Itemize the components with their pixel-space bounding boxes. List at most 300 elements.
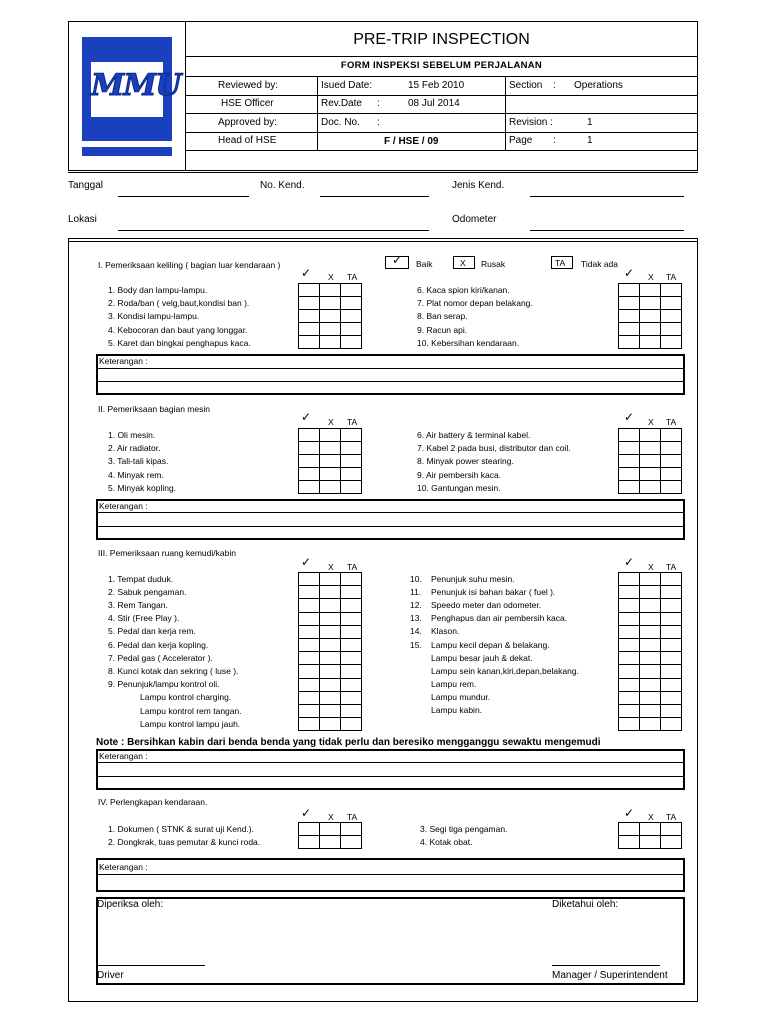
checkbox-grid[interactable] xyxy=(298,822,362,849)
check-cell[interactable] xyxy=(661,836,682,849)
col-ta: TA xyxy=(347,812,358,822)
check-cell[interactable] xyxy=(661,599,682,612)
check-cell[interactable] xyxy=(661,284,682,297)
check-cell[interactable] xyxy=(341,823,362,836)
issued-date-value: 15 Feb 2010 xyxy=(408,80,465,91)
check-cell[interactable] xyxy=(299,691,320,704)
colon: : xyxy=(553,135,556,146)
checklist-item: 2. Roda/ban ( velg,baut,kondisi ban ). xyxy=(108,298,250,309)
keterangan-rule xyxy=(96,776,685,777)
checklist-item: Speedo meter dan odometer. xyxy=(431,600,542,611)
checklist-subitem: Lampu kontrol rem tangan. xyxy=(140,705,242,716)
check-cell[interactable] xyxy=(661,336,682,349)
check-cell[interactable] xyxy=(320,823,341,836)
check-cell[interactable] xyxy=(619,718,640,731)
checklist-item: 3. Rem Tangan. xyxy=(108,600,168,611)
odometer-label: Odometer xyxy=(452,214,497,225)
check-cell[interactable] xyxy=(640,625,661,638)
check-cell[interactable] xyxy=(299,284,320,297)
check-cell[interactable] xyxy=(640,336,661,349)
check-cell[interactable] xyxy=(299,442,320,455)
check-cell[interactable] xyxy=(640,297,661,310)
check-cell[interactable] xyxy=(299,573,320,586)
check-cell[interactable] xyxy=(619,652,640,665)
check-cell[interactable] xyxy=(661,297,682,310)
checklist-item: 2. Dongkrak, tuas pemutar & kunci roda. xyxy=(108,837,261,848)
section1-title: I. Pemeriksaan keliling ( bagian luar kendaraan ) xyxy=(98,260,281,270)
check-cell[interactable] xyxy=(640,429,661,442)
body-double-rule xyxy=(68,241,698,242)
check-cell[interactable] xyxy=(640,468,661,481)
check-cell[interactable] xyxy=(619,573,640,586)
check-cell[interactable] xyxy=(299,599,320,612)
check-cell[interactable] xyxy=(640,678,661,691)
check-cell[interactable] xyxy=(299,468,320,481)
col-ta: TA xyxy=(666,812,677,822)
check-cell[interactable] xyxy=(661,665,682,678)
check-cell[interactable] xyxy=(661,455,682,468)
check-cell[interactable] xyxy=(619,612,640,625)
diperiksa-label: Diperiksa oleh: xyxy=(97,899,164,910)
check-cell[interactable] xyxy=(661,429,682,442)
check-cell[interactable] xyxy=(341,625,362,638)
approved-by-value: Head of HSE xyxy=(218,135,277,146)
col-check-icon: ✓ xyxy=(624,555,635,569)
check-cell[interactable] xyxy=(619,823,640,836)
check-cell[interactable] xyxy=(619,586,640,599)
keterangan-rule xyxy=(96,762,685,763)
checklist-item: 4. Kotak obat. xyxy=(420,837,473,848)
check-cell[interactable] xyxy=(299,665,320,678)
col-ta: TA xyxy=(666,417,677,427)
check-cell[interactable] xyxy=(640,442,661,455)
checklist-item: Lampu rem. xyxy=(431,678,477,689)
check-cell[interactable] xyxy=(341,336,362,349)
doc-no-value: F / HSE / 09 xyxy=(384,136,439,147)
check-cell[interactable] xyxy=(640,612,661,625)
col-x: X xyxy=(328,272,334,282)
keterangan-label: Keterangan : xyxy=(99,356,148,366)
lokasi-field[interactable] xyxy=(118,230,429,231)
col-x: X xyxy=(648,417,654,427)
check-cell[interactable] xyxy=(619,297,640,310)
check-cell[interactable] xyxy=(661,823,682,836)
checklist-item: Lampu sein kanan,kiri,depan,belakang. xyxy=(431,665,579,676)
check-cell[interactable] xyxy=(320,691,341,704)
checkbox-grid[interactable] xyxy=(618,283,682,349)
check-cell[interactable] xyxy=(619,284,640,297)
page-label: Page xyxy=(509,135,533,146)
check-cell[interactable] xyxy=(320,468,341,481)
check-cell[interactable] xyxy=(661,652,682,665)
check-cell[interactable] xyxy=(320,612,341,625)
header-rule xyxy=(185,56,698,57)
check-cell[interactable] xyxy=(661,586,682,599)
checklist-item: 4. Stir (Free Play ). xyxy=(108,613,180,624)
check-cell[interactable] xyxy=(320,836,341,849)
check-cell[interactable] xyxy=(320,310,341,323)
check-cell[interactable] xyxy=(640,310,661,323)
check-cell[interactable] xyxy=(661,625,682,638)
checklist-item: 7. Pedal gas ( Accelerator ). xyxy=(108,652,213,663)
check-cell[interactable] xyxy=(661,573,682,586)
check-cell[interactable] xyxy=(341,429,362,442)
col-ta: TA xyxy=(666,272,677,282)
checklist-item: 6. Kaca spion kiri/kanan. xyxy=(417,285,510,295)
company-logo xyxy=(82,37,181,156)
checkbox-grid[interactable] xyxy=(298,572,362,731)
check-cell[interactable] xyxy=(320,455,341,468)
checklist-number: 13. xyxy=(410,613,422,624)
checklist-item: 9. Penunjuk/lampu kontrol oli. xyxy=(108,678,220,689)
rev-date-label: Rev.Date xyxy=(321,98,362,109)
reviewed-by-label: Reviewed by: xyxy=(218,80,279,91)
check-cell[interactable] xyxy=(640,284,661,297)
check-cell[interactable] xyxy=(661,323,682,336)
col-ta: TA xyxy=(666,562,677,572)
check-cell[interactable] xyxy=(320,599,341,612)
check-cell[interactable] xyxy=(619,323,640,336)
checklist-item: 1. Oli mesin. xyxy=(108,430,156,440)
check-cell[interactable] xyxy=(299,718,320,731)
check-cell[interactable] xyxy=(619,468,640,481)
check-cell[interactable] xyxy=(341,586,362,599)
check-cell[interactable] xyxy=(619,678,640,691)
keterangan-box[interactable] xyxy=(96,858,685,892)
check-cell[interactable] xyxy=(320,704,341,717)
legend-check-icon: ✓ xyxy=(392,253,403,267)
doc-no-label: Doc. No. xyxy=(321,117,360,128)
checklist-item: Lampu mundur. xyxy=(431,691,491,702)
jenis-kend-field[interactable] xyxy=(530,196,684,197)
info-top-rule xyxy=(68,172,698,173)
legend-ta: TA xyxy=(555,258,566,268)
check-cell[interactable] xyxy=(320,625,341,638)
col-check-icon: ✓ xyxy=(624,266,635,280)
col-ta: TA xyxy=(347,417,358,427)
check-cell[interactable] xyxy=(341,652,362,665)
check-cell[interactable] xyxy=(341,718,362,731)
check-cell[interactable] xyxy=(320,718,341,731)
checklist-item: 6. Pedal dan kerja kopling. xyxy=(108,639,209,650)
check-cell[interactable] xyxy=(299,586,320,599)
check-cell[interactable] xyxy=(341,468,362,481)
approved-by-label: Approved by: xyxy=(218,117,277,128)
check-cell[interactable] xyxy=(640,481,661,494)
check-cell[interactable] xyxy=(640,573,661,586)
keterangan-box[interactable] xyxy=(96,499,685,540)
check-cell[interactable] xyxy=(619,665,640,678)
col-check-icon: ✓ xyxy=(624,806,635,820)
page-value: 1 xyxy=(587,135,593,146)
check-cell[interactable] xyxy=(661,638,682,651)
checklist-subitem: Lampu kontrol lampu jauh. xyxy=(140,719,241,729)
check-cell[interactable] xyxy=(661,678,682,691)
check-cell[interactable] xyxy=(320,638,341,651)
check-cell[interactable] xyxy=(299,455,320,468)
driver-label: Driver xyxy=(97,970,124,981)
manager-signature-line[interactable] xyxy=(552,965,660,966)
col-x: X xyxy=(648,812,654,822)
checklist-item: 3. Segi tiga pengaman. xyxy=(420,824,508,834)
header-col xyxy=(505,76,506,150)
header-rule xyxy=(185,76,698,77)
col-check-icon: ✓ xyxy=(624,410,635,424)
check-cell[interactable] xyxy=(640,638,661,651)
check-cell[interactable] xyxy=(640,455,661,468)
keterangan-rule xyxy=(96,874,685,875)
revision-value: 1 xyxy=(587,117,593,128)
checklist-subitem: Lampu kontrol charging. xyxy=(140,692,232,702)
col-check-icon: ✓ xyxy=(301,410,312,424)
colon: : xyxy=(377,117,380,128)
check-cell[interactable] xyxy=(320,573,341,586)
check-cell[interactable] xyxy=(299,652,320,665)
check-cell[interactable] xyxy=(640,586,661,599)
col-check-icon: ✓ xyxy=(301,806,312,820)
check-cell[interactable] xyxy=(640,323,661,336)
odometer-field[interactable] xyxy=(530,230,684,231)
checklist-item: Lampu kabin. xyxy=(431,705,483,715)
check-cell[interactable] xyxy=(320,586,341,599)
check-cell[interactable] xyxy=(640,599,661,612)
check-cell[interactable] xyxy=(640,718,661,731)
check-cell[interactable] xyxy=(341,481,362,494)
header-rule xyxy=(185,95,698,96)
section2-title: II. Pemeriksaan bagian mesin xyxy=(98,404,210,414)
checklist-item: 3. Kondisi lampu-lampu. xyxy=(108,311,200,322)
checklist-item: 3. Tali-tali kipas. xyxy=(108,456,169,467)
section-value: Operations xyxy=(574,80,623,91)
checklist-item: 6. Air battery & terminal kabel. xyxy=(417,430,531,440)
check-cell[interactable] xyxy=(320,297,341,310)
check-cell[interactable] xyxy=(341,665,362,678)
checklist-item: 5. Pedal dan kerja rem. xyxy=(108,626,196,637)
check-cell[interactable] xyxy=(341,442,362,455)
check-cell[interactable] xyxy=(299,625,320,638)
check-cell[interactable] xyxy=(320,284,341,297)
keterangan-box[interactable] xyxy=(96,354,685,395)
check-cell[interactable] xyxy=(299,823,320,836)
check-cell[interactable] xyxy=(320,652,341,665)
checklist-item: 4. Minyak rem. xyxy=(108,469,164,480)
no-kend-field[interactable] xyxy=(320,196,429,197)
checklist-item: 10. Gantungan mesin. xyxy=(417,482,501,493)
check-cell[interactable] xyxy=(661,481,682,494)
checklist-item: 9. Air pembersih kaca. xyxy=(417,469,502,480)
check-cell[interactable] xyxy=(320,665,341,678)
checkbox-grid[interactable] xyxy=(618,822,682,849)
check-cell[interactable] xyxy=(320,678,341,691)
check-cell[interactable] xyxy=(619,638,640,651)
checklist-item: Penunjuk suhu mesin. xyxy=(431,574,515,584)
check-cell[interactable] xyxy=(661,691,682,704)
check-cell[interactable] xyxy=(320,336,341,349)
check-cell[interactable] xyxy=(341,297,362,310)
keterangan-rule xyxy=(96,368,685,369)
check-cell[interactable] xyxy=(661,442,682,455)
checklist-item: 2. Air radiator. xyxy=(108,443,161,454)
col-check-icon: ✓ xyxy=(301,555,312,569)
checklist-number: 12. xyxy=(410,600,422,611)
check-cell[interactable] xyxy=(619,310,640,323)
keterangan-label: Keterangan : xyxy=(99,501,148,511)
col-check-icon: ✓ xyxy=(301,266,312,280)
check-cell[interactable] xyxy=(299,323,320,336)
checklist-item: 5. Minyak kopling. xyxy=(108,482,177,493)
checklist-item: Lampu kecil depan & belakang. xyxy=(431,639,550,650)
check-cell[interactable] xyxy=(299,836,320,849)
col-x: X xyxy=(648,272,654,282)
checkbox-grid[interactable] xyxy=(618,572,682,731)
check-cell[interactable] xyxy=(619,691,640,704)
check-cell[interactable] xyxy=(341,455,362,468)
keterangan-rule xyxy=(96,526,685,527)
check-cell[interactable] xyxy=(640,652,661,665)
check-cell[interactable] xyxy=(341,323,362,336)
check-cell[interactable] xyxy=(619,442,640,455)
checklist-item: 8. Kunci kotak dan sekring ( luse ). xyxy=(108,665,239,676)
checklist-number: 10. xyxy=(410,574,422,584)
section4-title: IV. Perlengkapan kendaraan. xyxy=(98,797,208,807)
legend-tidak-ada: Tidak ada xyxy=(581,259,619,269)
checklist-item: 5. Karet dan bingkai penghapus kaca. xyxy=(108,337,251,348)
check-cell[interactable] xyxy=(299,704,320,717)
legend-rusak: Rusak xyxy=(481,259,506,269)
check-cell[interactable] xyxy=(661,468,682,481)
check-cell[interactable] xyxy=(320,323,341,336)
section-label: Section xyxy=(509,80,543,91)
issued-date-label: Isued Date: xyxy=(321,80,373,91)
check-cell[interactable] xyxy=(619,836,640,849)
tanggal-label: Tanggal xyxy=(68,180,104,191)
check-cell[interactable] xyxy=(299,336,320,349)
check-cell[interactable] xyxy=(299,481,320,494)
check-cell[interactable] xyxy=(299,429,320,442)
colon: : xyxy=(377,98,380,109)
manager-label: Manager / Superintendent xyxy=(552,970,668,981)
lokasi-label: Lokasi xyxy=(68,214,97,225)
checklist-item: 8. Ban serap. xyxy=(417,311,468,322)
checklist-item: 4. Kebocoran dan baut yang longgar. xyxy=(108,324,248,335)
check-cell[interactable] xyxy=(299,678,320,691)
driver-signature-line[interactable] xyxy=(97,965,205,966)
check-cell[interactable] xyxy=(640,704,661,717)
check-cell[interactable] xyxy=(320,429,341,442)
checklist-item: Penghapus dan air pembersih kaca. xyxy=(431,613,568,624)
check-cell[interactable] xyxy=(640,691,661,704)
checklist-item: Penunjuk isi bahan bakar ( fuel ). xyxy=(431,587,556,598)
check-cell[interactable] xyxy=(299,297,320,310)
header-rule xyxy=(185,132,698,133)
check-cell[interactable] xyxy=(640,823,661,836)
checklist-item: 1. Body dan lampu-lampu. xyxy=(108,285,208,295)
keterangan-box[interactable] xyxy=(96,749,685,790)
check-cell[interactable] xyxy=(341,691,362,704)
jenis-kend-label: Jenis Kend. xyxy=(452,180,505,191)
checkbox-grid[interactable] xyxy=(618,428,682,494)
check-cell[interactable] xyxy=(619,625,640,638)
checklist-number: 14. xyxy=(410,626,422,637)
check-cell[interactable] xyxy=(619,336,640,349)
checkbox-grid[interactable] xyxy=(298,283,362,349)
check-cell[interactable] xyxy=(320,481,341,494)
keterangan-label: Keterangan : xyxy=(99,862,148,872)
checklist-number: 11. xyxy=(410,587,422,598)
section3-title: III. Pemeriksaan ruang kemudi/kabin xyxy=(98,548,236,558)
check-cell[interactable] xyxy=(341,704,362,717)
check-cell[interactable] xyxy=(661,310,682,323)
check-cell[interactable] xyxy=(341,836,362,849)
keterangan-label: Keterangan : xyxy=(99,751,148,761)
col-x: X xyxy=(328,417,334,427)
header-col xyxy=(317,76,318,150)
keterangan-rule xyxy=(96,512,685,513)
check-cell[interactable] xyxy=(619,429,640,442)
check-cell[interactable] xyxy=(299,638,320,651)
check-cell[interactable] xyxy=(661,612,682,625)
legend-baik: Baik xyxy=(416,259,433,269)
reviewed-by-value: HSE Officer xyxy=(221,98,274,109)
check-cell[interactable] xyxy=(299,310,320,323)
form-title: PRE-TRIP INSPECTION xyxy=(353,31,530,48)
check-cell[interactable] xyxy=(299,612,320,625)
check-cell[interactable] xyxy=(619,704,640,717)
check-cell[interactable] xyxy=(619,481,640,494)
check-cell[interactable] xyxy=(341,573,362,586)
legend-x: X xyxy=(460,258,466,268)
checklist-item: 1. Tempat duduk. xyxy=(108,574,174,584)
revision-label: Revision : xyxy=(509,117,553,128)
check-cell[interactable] xyxy=(341,284,362,297)
check-cell[interactable] xyxy=(341,678,362,691)
logo-text: MMU xyxy=(91,68,181,103)
col-x: X xyxy=(328,812,334,822)
checkbox-grid[interactable] xyxy=(298,428,362,494)
col-x: X xyxy=(648,562,654,572)
col-ta: TA xyxy=(347,562,358,572)
keterangan-rule xyxy=(96,381,685,382)
check-cell[interactable] xyxy=(619,455,640,468)
check-cell[interactable] xyxy=(619,599,640,612)
rev-date-value: 08 Jul 2014 xyxy=(408,98,460,109)
check-cell[interactable] xyxy=(661,718,682,731)
checklist-item: Lampu besar jauh & dekat. xyxy=(431,652,533,663)
checklist-item: 10. Kebersihan kendaraan. xyxy=(417,337,520,348)
check-cell[interactable] xyxy=(341,612,362,625)
checklist-number: 15. xyxy=(410,639,422,650)
checklist-item: 7. Plat nomor depan belakang. xyxy=(417,298,533,309)
check-cell[interactable] xyxy=(320,442,341,455)
checklist-item: 9. Racun api. xyxy=(417,324,468,335)
header-rule xyxy=(185,150,698,151)
check-cell[interactable] xyxy=(661,704,682,717)
diketahui-label: Diketahui oleh: xyxy=(552,899,619,910)
checklist-item: Klason. xyxy=(431,626,460,637)
check-cell[interactable] xyxy=(640,836,661,849)
col-x: X xyxy=(328,562,334,572)
check-cell[interactable] xyxy=(341,310,362,323)
col-ta: TA xyxy=(347,272,358,282)
check-cell[interactable] xyxy=(341,638,362,651)
checklist-item: 8. Minyak power stearing. xyxy=(417,456,514,467)
cabin-note: Note : Bersihkan kabin dari benda benda yang tidak perlu dan beresiko mengganggu sewaktu mengemudi xyxy=(96,737,601,748)
colon: : xyxy=(553,80,556,91)
check-cell[interactable] xyxy=(341,599,362,612)
tanggal-field[interactable] xyxy=(118,196,249,197)
check-cell[interactable] xyxy=(640,665,661,678)
checklist-item: 7. Kabel 2 pada busi, distributor dan coil. xyxy=(417,443,571,454)
